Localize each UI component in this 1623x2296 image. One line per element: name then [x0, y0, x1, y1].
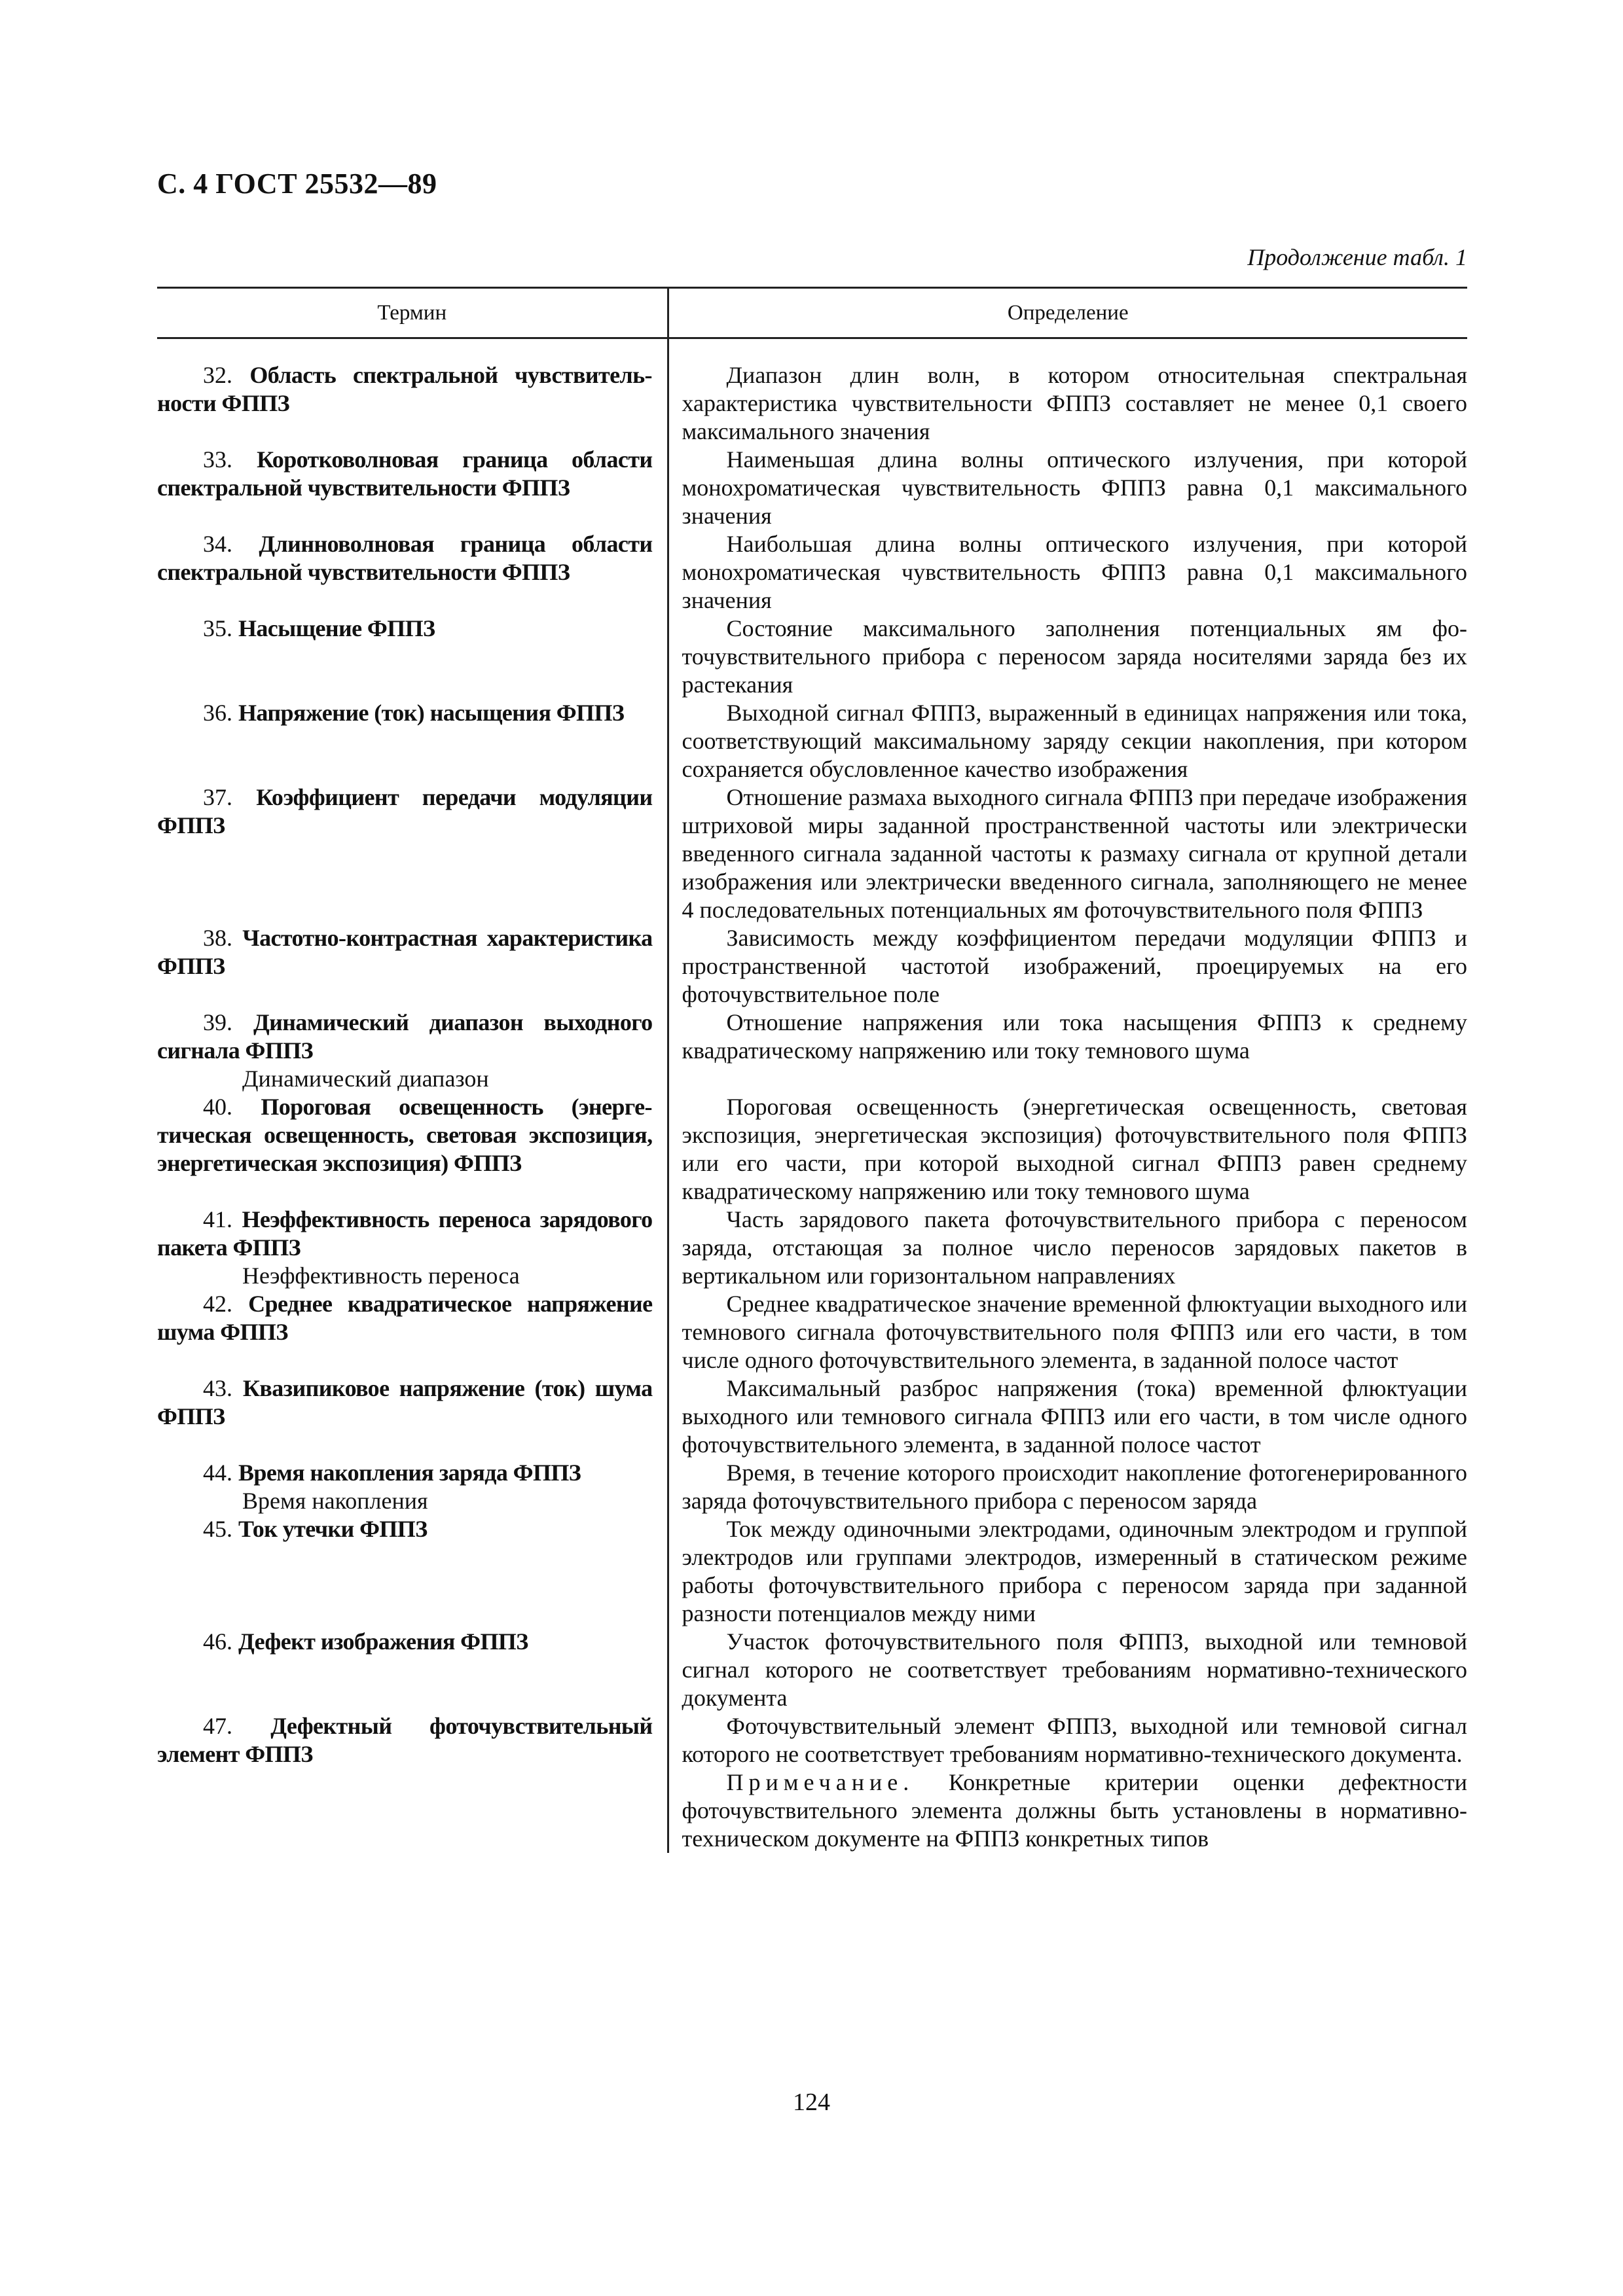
term-entry — [157, 361, 653, 418]
table-row — [157, 783, 1467, 924]
term-cell — [157, 1206, 668, 1290]
term-entry — [157, 1093, 653, 1177]
term-number: 35. — [203, 615, 232, 641]
definition-text: Максимальный разброс напряжения (тока) временной флюктуации выходного или темнового сигнала ФППЗ или его части, в том числе одного фоточувствительного элемента, в заданной полосе частот — [682, 1375, 1467, 1458]
term-cell — [157, 1515, 668, 1628]
definition-cell — [668, 1290, 1467, 1374]
term-entry — [157, 1290, 653, 1346]
table-row — [157, 1712, 1467, 1853]
term-name: Область спектральной чувствительности ФППЗ — [157, 362, 653, 416]
term-name: Неэффективность переноса зарядового пакета ФППЗ — [157, 1206, 653, 1261]
table-row — [157, 699, 1467, 783]
term-number: 40. — [203, 1094, 232, 1120]
table-row — [157, 1290, 1467, 1374]
definition-cell — [668, 924, 1467, 1009]
term-name: Среднее квадратическое напряжение шума ФППЗ — [157, 1291, 653, 1345]
note-text: Конкретные критерии оценки дефектности фоточувствительного элемента должны быть установлены в нормативно-техническом документе на ФППЗ конкретных типов — [682, 1769, 1468, 1852]
table-row — [157, 1206, 1467, 1290]
definition-text: Пороговая освещенность (энергетическая освещенность, световая экспозиция, энергетическая экспозиция) фоточувствительного поля ФППЗ или его части, при которой выходной сигнал ФППЗ равен среднему квадратическому напряжению или току темнового шума — [682, 1094, 1467, 1204]
term-entry — [157, 783, 653, 840]
definition-text: Отношение напряжения или тока насыщения ФППЗ к среднему квадратическому напряжению или току темнового шума — [682, 1009, 1467, 1064]
definition-cell — [668, 530, 1467, 615]
definition-text: Наименьшая длина волны оптического излучения, при которой монохроматическая чувствительность ФППЗ равна 0,1 максимального значения — [682, 446, 1467, 529]
term-cell — [157, 361, 668, 446]
term-entry — [157, 1009, 653, 1065]
definition-text: Участок фоточувствительного поля ФППЗ, выходной или темновой сигнал которого не соответствует требованиям нормативно-технического документа — [682, 1628, 1467, 1711]
table-header-row — [157, 288, 1467, 338]
definition-cell — [668, 1459, 1467, 1515]
definition-cell — [668, 1009, 1467, 1093]
term-name: Насыщение ФППЗ — [238, 615, 435, 641]
definition-cell — [668, 1206, 1467, 1290]
definition-cell — [668, 699, 1467, 783]
term-cell — [157, 615, 668, 699]
term-name: Коэффициент передачи модуляции ФППЗ — [157, 784, 653, 838]
definition-cell — [668, 446, 1467, 530]
table-row — [157, 1515, 1467, 1628]
table-row — [157, 1374, 1467, 1459]
table-row — [157, 530, 1467, 615]
term-cell — [157, 1628, 668, 1712]
term-entry — [157, 1628, 653, 1656]
term-number: 37. — [203, 784, 232, 810]
table-continuation-label: Продолжение табл. 1 — [1247, 244, 1467, 270]
term-cell — [157, 1290, 668, 1374]
term-synonym: Динамический диапазон — [242, 1066, 489, 1092]
definition-cell — [668, 361, 1467, 446]
table-row — [157, 361, 1467, 446]
term-synonym: Время накопления — [242, 1488, 428, 1514]
term-number: 38. — [203, 925, 232, 951]
term-name: Коротковолновая граница области спектральной чувствительности ФППЗ — [157, 446, 653, 501]
table-row — [157, 1009, 1467, 1093]
term-entry — [157, 699, 653, 727]
definition-cell — [668, 1628, 1467, 1712]
term-number: 46. — [203, 1628, 232, 1655]
term-number: 33. — [203, 446, 232, 473]
term-cell — [157, 699, 668, 783]
term-name: Дефект изображения ФППЗ — [238, 1628, 528, 1655]
term-cell — [157, 924, 668, 1009]
page-header: С. 4 ГОСТ 25532—89 — [157, 168, 437, 200]
definition-text: Зависимость между коэффициентом передачи модуляции ФППЗ и пространственной частотой изображений, проецируемых на его фоточувствительное поле — [682, 925, 1467, 1007]
table-row — [157, 1628, 1467, 1712]
definition-cell — [668, 1093, 1467, 1206]
table-body — [157, 338, 1467, 1854]
term-cell — [157, 783, 668, 924]
definition-text: Наибольшая длина волны оптического излучения, при которой монохроматическая чувствительность ФППЗ равна 0,1 максимального значения — [682, 531, 1467, 613]
column-header-definition: Определение — [668, 288, 1467, 338]
term-name: Напряжение (ток) насыщения ФППЗ — [238, 700, 625, 726]
definition-text: Ток между одиночными электродами, одиночным электродом и группой электродов или группами электродов, измеренный в статическом режиме работы фоточувствительного прибора с переносом заряда при заданной разности потенциалов между ними — [682, 1516, 1467, 1626]
term-number: 42. — [203, 1291, 232, 1317]
definition-cell — [668, 1712, 1467, 1853]
term-number: 47. — [203, 1713, 232, 1739]
term-name: Частотно-контрастная характеристика ФППЗ — [157, 925, 653, 979]
term-entry — [157, 924, 653, 980]
term-entry — [157, 530, 653, 586]
term-entry — [157, 615, 653, 643]
term-name: Длинноволновая граница области спектральной чувствительности ФППЗ — [157, 531, 653, 585]
definition-text: Отношение размаха выходного сигнала ФППЗ при передаче изображения штриховой миры заданной пространственной частоты или электрически введенного сигнала заданной частоты к размаху сигнала от крупной детали изображения или электрически введенного сигнала, заполняющего не менее 4 последовательных потенциальных ям фоточувствительного поля ФППЗ — [682, 784, 1467, 923]
term-entry — [157, 1459, 653, 1487]
table-row — [157, 446, 1467, 530]
term-number: 32. — [203, 362, 232, 388]
term-number: 45. — [203, 1516, 232, 1542]
term-name: Пороговая освещенность (энергетическая освещенность, световая экспозиция, энергетическая экспозиция) ФППЗ — [157, 1094, 653, 1176]
term-cell — [157, 1009, 668, 1093]
table-row — [157, 615, 1467, 699]
definition-text: Диапазон длин волн, в котором относительная спектральная характеристика чувствительности ФППЗ составляет не менее 0,1 своего максимального значения — [682, 362, 1467, 444]
term-entry — [157, 446, 653, 502]
term-entry — [157, 1374, 653, 1431]
term-name: Время накопления заряда ФППЗ — [238, 1460, 581, 1486]
term-entry — [157, 1515, 653, 1543]
term-entry — [157, 1712, 653, 1768]
term-number: 41. — [203, 1206, 232, 1232]
table-row — [157, 1459, 1467, 1515]
term-number: 44. — [203, 1460, 232, 1486]
table-row — [157, 924, 1467, 1009]
definition-text: Состояние максимального заполнения потенциальных ям фоточувствительного прибора с переносом заряда носителями заряда без их растекания — [682, 615, 1467, 698]
note-lead: Примечание. — [726, 1769, 915, 1795]
term-name: Дефектный фоточувствительный элемент ФППЗ — [157, 1713, 653, 1767]
definition-cell — [668, 1374, 1467, 1459]
term-cell — [157, 530, 668, 615]
definition-text: Среднее квадратическое значение временной флюктуации выходного или темнового сигнала фоточувствительного поля ФППЗ или его части, в том числе одного фоточувствительного элемента, в заданной полосе частот — [682, 1291, 1467, 1373]
term-cell — [157, 1093, 668, 1206]
definition-text: Часть зарядового пакета фоточувствительного прибора с переносом заряда, отстающая за полное число переносов зарядовых пакетов в вертикальном или горизонтальном направлениях — [682, 1206, 1467, 1289]
terms-table — [157, 287, 1467, 1853]
term-cell — [157, 1459, 668, 1515]
term-cell — [157, 446, 668, 530]
column-header-term: Термин — [157, 288, 668, 338]
term-number: 36. — [203, 700, 232, 726]
note-paragraph — [682, 1768, 1468, 1853]
definition-text: Фоточувствительный элемент ФППЗ, выходной или темновой сигнал которого не соответствует требованиям нормативно-технического документа. — [682, 1713, 1467, 1767]
term-name: Ток утечки ФППЗ — [238, 1516, 428, 1542]
page-number: 124 — [793, 2089, 830, 2116]
term-entry — [157, 1206, 653, 1262]
term-number: 39. — [203, 1009, 232, 1035]
table-row — [157, 1093, 1467, 1206]
term-name: Квазипиковое напряжение (ток) шума ФППЗ — [157, 1375, 653, 1429]
term-cell — [157, 1712, 668, 1853]
term-cell — [157, 1374, 668, 1459]
term-number: 34. — [203, 531, 232, 557]
definition-cell — [668, 783, 1467, 924]
definition-text: Время, в течение которого происходит накопление фотогенерированного заряда фоточувствительного прибора с переносом заряда — [682, 1460, 1467, 1514]
term-number: 43. — [203, 1375, 232, 1401]
definition-text: Выходной сигнал ФППЗ, выраженный в единицах напряжения или тока, соответствующий максимальному заряду секции накопления, при котором сохраняется обусловленное качество изображения — [682, 700, 1467, 782]
term-name: Динамический диапазон выходного сигнала ФППЗ — [157, 1009, 653, 1064]
term-synonym: Неэффективность переноса — [242, 1263, 520, 1289]
definition-cell — [668, 615, 1467, 699]
definition-cell — [668, 1515, 1467, 1628]
